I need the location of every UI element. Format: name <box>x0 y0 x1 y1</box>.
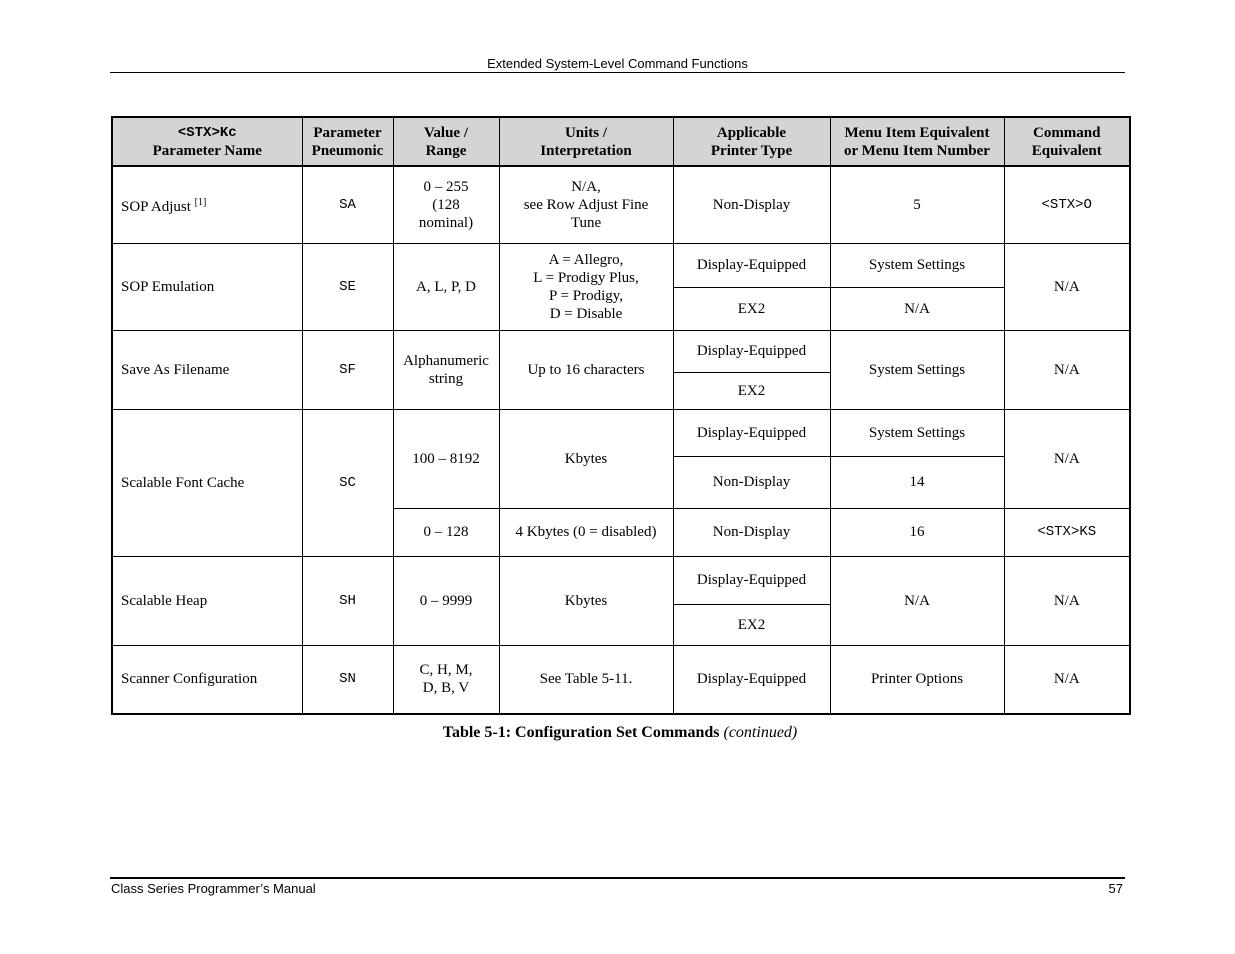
config-set-commands-table <box>111 116 1131 715</box>
pneumonic-cell: SA <box>302 166 393 243</box>
command-cell: N/A <box>1004 330 1130 409</box>
param-name-cell: Scalable Font Cache <box>112 409 302 556</box>
caption-suffix: (continued) <box>723 724 798 741</box>
range-cell <box>393 330 499 409</box>
header-printer-line2: Printer Type <box>710 142 793 159</box>
units-line: P = Prodigy, <box>548 287 624 304</box>
range-line: string <box>428 370 464 387</box>
header-command-line2: Equivalent <box>1031 142 1102 159</box>
param-name-cell: Scanner Configuration <box>112 645 302 714</box>
printer-type-cell: EX2 <box>673 287 830 330</box>
table-row <box>112 330 1130 372</box>
header-value-range <box>393 117 499 166</box>
param-name-cell: SOP Emulation <box>112 243 302 330</box>
range-cell: 100 – 8192 <box>393 409 499 508</box>
range-line: D, B, V <box>422 680 470 697</box>
header-param-name-text: Parameter Name <box>152 143 262 159</box>
menu-item-cell: System Settings <box>830 409 1004 456</box>
units-cell: Up to 16 characters <box>499 330 673 409</box>
range-cell: 0 – 128 <box>393 508 499 556</box>
printer-type-cell: Display-Equipped <box>673 556 830 604</box>
menu-item-cell: 5 <box>830 166 1004 243</box>
pneumonic-cell: SH <box>302 556 393 645</box>
command-cell: N/A <box>1004 556 1130 645</box>
table-row <box>112 409 1130 456</box>
header-pneumonic-line2: Pneumonic <box>311 142 384 159</box>
header-parameter-name <box>112 117 302 166</box>
printer-type-cell: Non-Display <box>673 508 830 556</box>
table-row <box>112 556 1130 604</box>
range-cell: 0 – 9999 <box>393 556 499 645</box>
param-name-cell: Save As Filename <box>112 330 302 409</box>
units-line: A = Allegro, <box>548 251 624 268</box>
command-cell: <STX>O <box>1004 166 1130 243</box>
caption-main: Table 5-1: Configuration Set Commands <box>442 724 720 741</box>
menu-item-cell: Printer Options <box>830 645 1004 714</box>
header-units-line1: Units / <box>564 124 608 141</box>
header-command-line1: Command <box>1032 124 1101 141</box>
header-menu-item <box>830 117 1004 166</box>
header-pneumonic <box>302 117 393 166</box>
printer-type-cell: Non-Display <box>673 456 830 508</box>
units-line: N/A, <box>571 178 601 195</box>
range-line: (128 <box>432 196 460 213</box>
menu-item-cell: 16 <box>830 508 1004 556</box>
printer-type-cell: Display-Equipped <box>673 645 830 714</box>
units-cell <box>499 243 673 330</box>
param-name-cell <box>112 166 302 243</box>
printer-type-cell: Display-Equipped <box>673 243 830 287</box>
header-printer-line1: Applicable <box>716 124 787 141</box>
header-rule <box>110 72 1125 73</box>
units-cell: Kbytes <box>499 409 673 508</box>
range-cell <box>393 166 499 243</box>
table-row <box>112 645 1130 714</box>
units-line: D = Disable <box>549 305 623 322</box>
header-units-line2: Interpretation <box>540 142 632 159</box>
header-command-equivalent <box>1004 117 1130 166</box>
printer-type-cell: EX2 <box>673 604 830 645</box>
range-cell <box>393 645 499 714</box>
printer-type-cell: Display-Equipped <box>673 409 830 456</box>
menu-item-cell: System Settings <box>830 243 1004 287</box>
pneumonic-cell: SF <box>302 330 393 409</box>
header-pneumonic-line1: Parameter <box>313 124 382 141</box>
menu-item-cell: N/A <box>830 287 1004 330</box>
table-row <box>112 166 1130 243</box>
command-cell: N/A <box>1004 645 1130 714</box>
header-menu-line1: Menu Item Equivalent <box>844 124 990 141</box>
range-line: nominal) <box>418 214 474 231</box>
command-cell: <STX>KS <box>1004 508 1130 556</box>
header-units <box>499 117 673 166</box>
table-row <box>112 243 1130 287</box>
units-line: see Row Adjust Fine <box>523 196 649 213</box>
units-line: L = Prodigy Plus, <box>533 269 639 286</box>
header-value-line2: Range <box>425 142 467 159</box>
footer-page-number: 57 <box>1108 881 1123 896</box>
footer-rule <box>110 877 1125 879</box>
pneumonic-cell: SN <box>302 645 393 714</box>
range-line: 0 – 255 <box>423 178 469 195</box>
printer-type-cell: Display-Equipped <box>673 330 830 372</box>
table-caption <box>111 724 1129 742</box>
printer-type-cell: EX2 <box>673 372 830 409</box>
footer-manual-title: Class Series Programmer’s Manual <box>111 881 316 896</box>
units-line: Tune <box>570 214 602 231</box>
pneumonic-cell: SE <box>302 243 393 330</box>
menu-item-cell: System Settings <box>830 330 1004 409</box>
footnote-marker: [1] <box>194 196 207 208</box>
range-line: Alphanumeric <box>403 352 489 369</box>
range-cell: A, L, P, D <box>393 243 499 330</box>
param-name: SOP Adjust <box>121 198 191 215</box>
command-cell: N/A <box>1004 243 1130 330</box>
page-header: Extended System-Level Command Functions <box>487 56 748 71</box>
menu-item-cell: N/A <box>830 556 1004 645</box>
header-menu-line2: or Menu Item Number <box>844 142 990 159</box>
header-value-line1: Value / <box>423 124 469 141</box>
units-cell: Kbytes <box>499 556 673 645</box>
param-name-cell: Scalable Heap <box>112 556 302 645</box>
pneumonic-cell: SC <box>302 409 393 556</box>
range-line: C, H, M, <box>419 662 473 679</box>
menu-item-cell: 14 <box>830 456 1004 508</box>
units-cell: 4 Kbytes (0 = disabled) <box>499 508 673 556</box>
units-cell: See Table 5-11. <box>499 645 673 714</box>
header-param-code: <STX>Kc <box>177 125 237 141</box>
command-cell: N/A <box>1004 409 1130 508</box>
printer-type-cell: Non-Display <box>673 166 830 243</box>
header-printer-type <box>673 117 830 166</box>
units-cell <box>499 166 673 243</box>
